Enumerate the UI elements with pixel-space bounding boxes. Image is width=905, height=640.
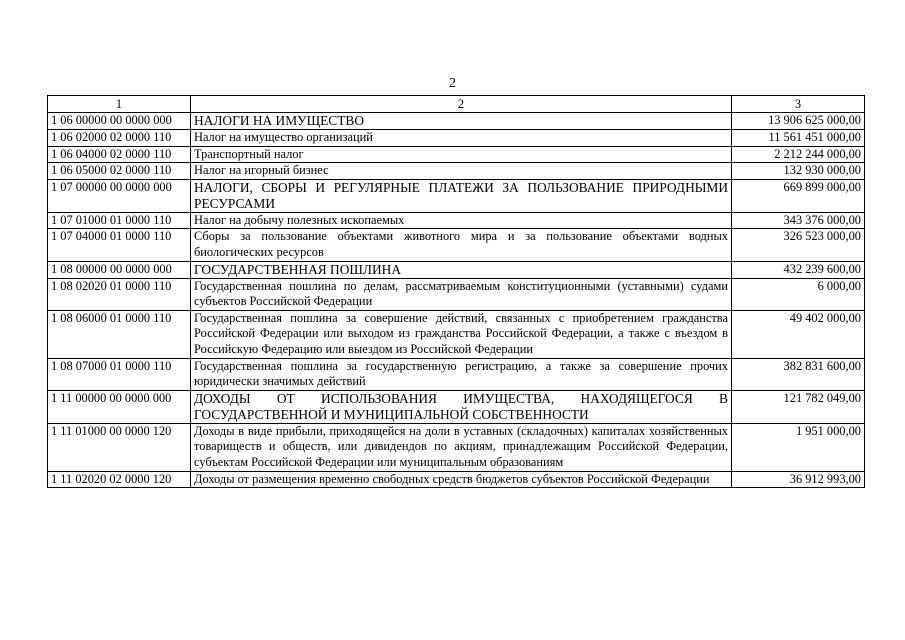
classification-code: 1 11 01000 00 0000 120 [48,423,191,471]
table-row [48,358,865,390]
classification-code: 1 08 07000 01 0000 110 [48,358,191,390]
classification-code: 1 08 00000 00 0000 000 [48,261,191,278]
column-header-amount: 3 [732,96,865,113]
table-row [48,229,865,261]
revenue-name: Государственная пошлина за государственную регистрацию, а также за совершение прочих юридически значимых действий [191,358,732,390]
revenue-amount: 1 951 000,00 [732,423,865,471]
revenue-amount: 2 212 244 000,00 [732,146,865,163]
table-row [48,278,865,310]
revenue-name: НАЛОГИ НА ИМУЩЕСТВО [191,113,732,130]
classification-code: 1 07 00000 00 0000 000 [48,179,191,212]
revenue-amount: 132 930 000,00 [732,163,865,180]
classification-code: 1 11 02020 02 0000 120 [48,471,191,488]
revenue-name: Налог на добычу полезных ископаемых [191,212,732,229]
revenue-name: Транспортный налог [191,146,732,163]
revenue-name: Государственная пошлина за совершение действий, связанных с приобретением гражданства Российской Федерации или выходом из гражданства Российской Федерации, а также с въездом в Российскую Федерацию или выездом из Российской Федерации [191,310,732,358]
revenue-amount: 11 561 451 000,00 [732,130,865,147]
revenue-name: Сборы за пользование объектами животного мира и за пользование объектами водных биологических ресурсов [191,229,732,261]
table-row [48,163,865,180]
revenue-amount: 432 239 600,00 [732,261,865,278]
table-row [48,310,865,358]
table-row [48,261,865,278]
revenue-name: Государственная пошлина по делам, рассматриваемым конституционными (уставными) судами субъектов Российской Федерации [191,278,732,310]
classification-code: 1 06 04000 02 0000 110 [48,146,191,163]
table-row [48,130,865,147]
revenue-name: ГОСУДАРСТВЕННАЯ ПОШЛИНА [191,261,732,278]
column-header-code: 1 [48,96,191,113]
revenue-amount: 6 000,00 [732,278,865,310]
revenue-amount: 343 376 000,00 [732,212,865,229]
classification-code: 1 11 00000 00 0000 000 [48,390,191,423]
revenue-name: Налог на игорный бизнес [191,163,732,180]
table-header-row [48,96,865,113]
table-row [48,179,865,212]
column-header-name: 2 [191,96,732,113]
revenue-amount: 13 906 625 000,00 [732,113,865,130]
classification-code: 1 06 05000 02 0000 110 [48,163,191,180]
classification-code: 1 07 01000 01 0000 110 [48,212,191,229]
revenue-name: Доходы от размещения временно свободных средств бюджетов субъектов Российской Федерации [191,471,732,488]
revenue-name: ДОХОДЫ ОТ ИСПОЛЬЗОВАНИЯ ИМУЩЕСТВА, НАХОДЯЩЕГОСЯ В ГОСУДАРСТВЕННОЙ И МУНИЦИПАЛЬНОЙ СОБСТВЕННОСТИ [191,390,732,423]
classification-code: 1 06 02000 02 0000 110 [48,130,191,147]
table-row [48,146,865,163]
classification-code: 1 08 02020 01 0000 110 [48,278,191,310]
classification-code: 1 06 00000 00 0000 000 [48,113,191,130]
table-row [48,212,865,229]
revenue-amount: 669 899 000,00 [732,179,865,212]
classification-code: 1 08 06000 01 0000 110 [48,310,191,358]
page-number: 2 [449,76,456,91]
revenue-name: НАЛОГИ, СБОРЫ И РЕГУЛЯРНЫЕ ПЛАТЕЖИ ЗА ПОЛЬЗОВАНИЕ ПРИРОДНЫМИ РЕСУРСАМИ [191,179,732,212]
table-row [48,423,865,471]
revenue-amount: 382 831 600,00 [732,358,865,390]
table-row [48,113,865,130]
table-row [48,390,865,423]
classification-code: 1 07 04000 01 0000 110 [48,229,191,261]
revenue-amount: 326 523 000,00 [732,229,865,261]
revenue-amount: 121 782 049,00 [732,390,865,423]
revenue-name: Налог на имущество организаций [191,130,732,147]
revenue-name: Доходы в виде прибыли, приходящейся на доли в уставных (складочных) капиталах хозяйственных товариществ и обществ, или дивидендов по акциям, принадлежащим Российской Федерации, субъектам Российской Федерации или муниципальным образованиям [191,423,732,471]
revenue-table [47,95,865,488]
revenue-amount: 36 912 993,00 [732,471,865,488]
table-row [48,471,865,488]
revenue-amount: 49 402 000,00 [732,310,865,358]
